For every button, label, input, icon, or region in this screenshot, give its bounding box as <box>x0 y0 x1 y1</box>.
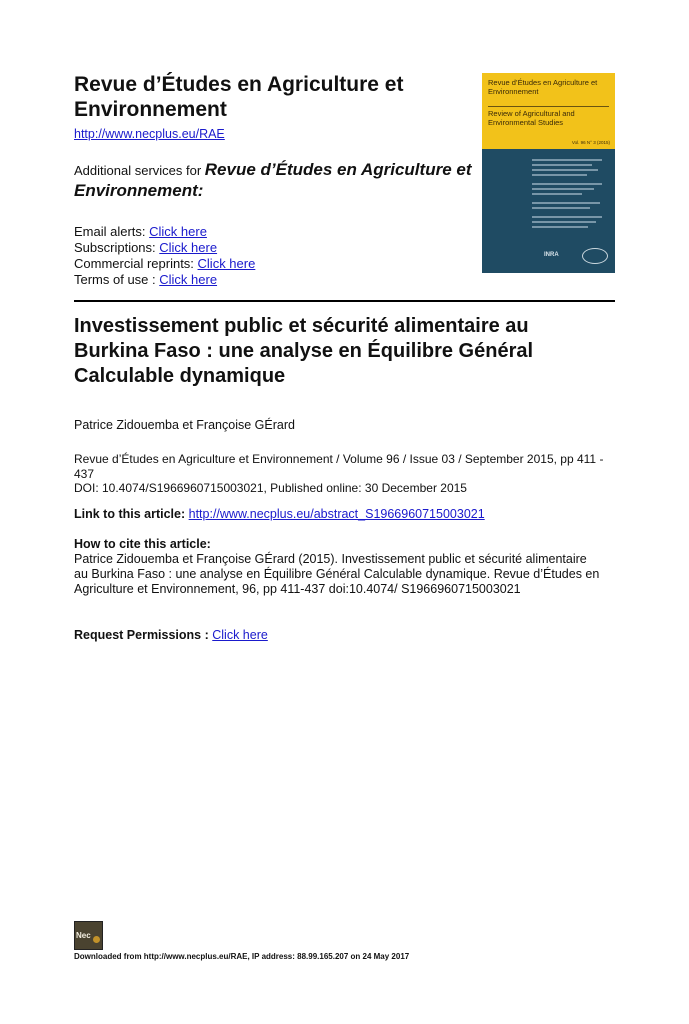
cover-title-fr: Revue d’Études en Agriculture et Environnement <box>488 78 598 96</box>
cover-header-band <box>482 73 615 149</box>
journal-cover-image <box>482 73 615 273</box>
cover-toc-line <box>532 221 596 223</box>
terms-of-use-link[interactable]: Click here <box>159 272 218 287</box>
how-to-cite-heading: How to cite this article: <box>74 537 211 551</box>
article-citation: Revue d’Études en Agriculture et Environnement / Volume 96 / Issue 03 / September 2015, pp 411 - 437 <box>74 452 604 481</box>
cover-toc-line <box>532 226 588 228</box>
commercial-reprints-label: Commercial reprints: <box>74 256 198 271</box>
necplus-logo-text: Nec <box>76 931 91 940</box>
how-to-cite-text: Patrice Zidouemba et Françoise GÉrard (2015). Investissement public et sécurité alimentaire au Burkina Faso : une analyse en Équilibre Général Calculable dynamique. Revue d’Études en Agriculture et Environnement, 96, pp 411-437 doi:10.4074/ S1966960715003021 <box>74 552 600 596</box>
article-authors: Patrice Zidouemba et Françoise GÉrard <box>74 418 295 432</box>
email-alerts-label: Email alerts: <box>74 224 150 239</box>
services-prefix: Additional services for <box>74 163 205 178</box>
journal-url-link[interactable]: http://www.necplus.eu/RAE <box>74 127 225 141</box>
email-alerts-row <box>74 224 255 240</box>
request-permissions-label: Request Permissions : <box>74 628 209 642</box>
cover-toc-line <box>532 207 590 209</box>
cover-toc-line <box>532 193 582 195</box>
cover-emblem-icon <box>582 248 608 264</box>
services-list <box>74 224 255 288</box>
header-divider <box>74 300 615 302</box>
subscriptions-link[interactable]: Click here <box>159 240 218 255</box>
download-footer: Downloaded from http://www.necplus.eu/RAE, IP address: 88.99.165.207 on 24 May 2017 <box>74 952 410 961</box>
cover-toc-line <box>532 174 587 176</box>
cover-publisher-logo: INRA <box>544 252 559 258</box>
cover-volume: Vol. 96 N° 3 (2015) <box>571 140 610 145</box>
additional-services <box>74 160 474 202</box>
article-title: Investissement public et sécurité alimentaire au Burkina Faso : une analyse en Équilibre Général Calculable dynamique <box>74 315 534 387</box>
link-to-article-label: Link to this article: <box>74 507 186 521</box>
cover-toc-line <box>532 164 592 166</box>
request-permissions-link[interactable]: Click here <box>212 628 268 642</box>
services-journal-name: Revue d’Études en Agriculture et Environnement: <box>74 160 472 200</box>
email-alerts-link[interactable]: Click here <box>149 224 207 239</box>
necplus-logo <box>74 921 103 950</box>
article-doi: DOI: 10.4074/S1966960715003021, Published online: 30 December 2015 <box>74 481 467 495</box>
terms-of-use-row <box>74 272 255 288</box>
cover-toc-line <box>532 159 602 161</box>
cover-toc-line <box>532 202 600 204</box>
request-permissions <box>74 628 268 642</box>
how-to-cite <box>74 537 604 597</box>
cover-toc-line <box>532 169 598 171</box>
subscriptions-row <box>74 240 255 256</box>
journal-title: Revue d’Études en Agriculture et Environnement <box>74 73 404 121</box>
necplus-logo-dot <box>93 936 100 943</box>
link-to-article <box>74 507 485 521</box>
commercial-reprints-link[interactable]: Click here <box>197 256 256 271</box>
cover-title-en: Review of Agricultural and Environmental Studies <box>488 109 575 127</box>
cover-toc-line <box>532 183 602 185</box>
article-abstract-link[interactable]: http://www.necplus.eu/abstract_S1966960715003021 <box>188 507 485 521</box>
subscriptions-label: Subscriptions: <box>74 240 160 255</box>
cover-rule <box>488 106 609 107</box>
commercial-reprints-row <box>74 256 255 272</box>
terms-of-use-label: Terms of use : <box>74 272 160 287</box>
cover-toc-line <box>532 188 594 190</box>
cover-toc-line <box>532 216 602 218</box>
